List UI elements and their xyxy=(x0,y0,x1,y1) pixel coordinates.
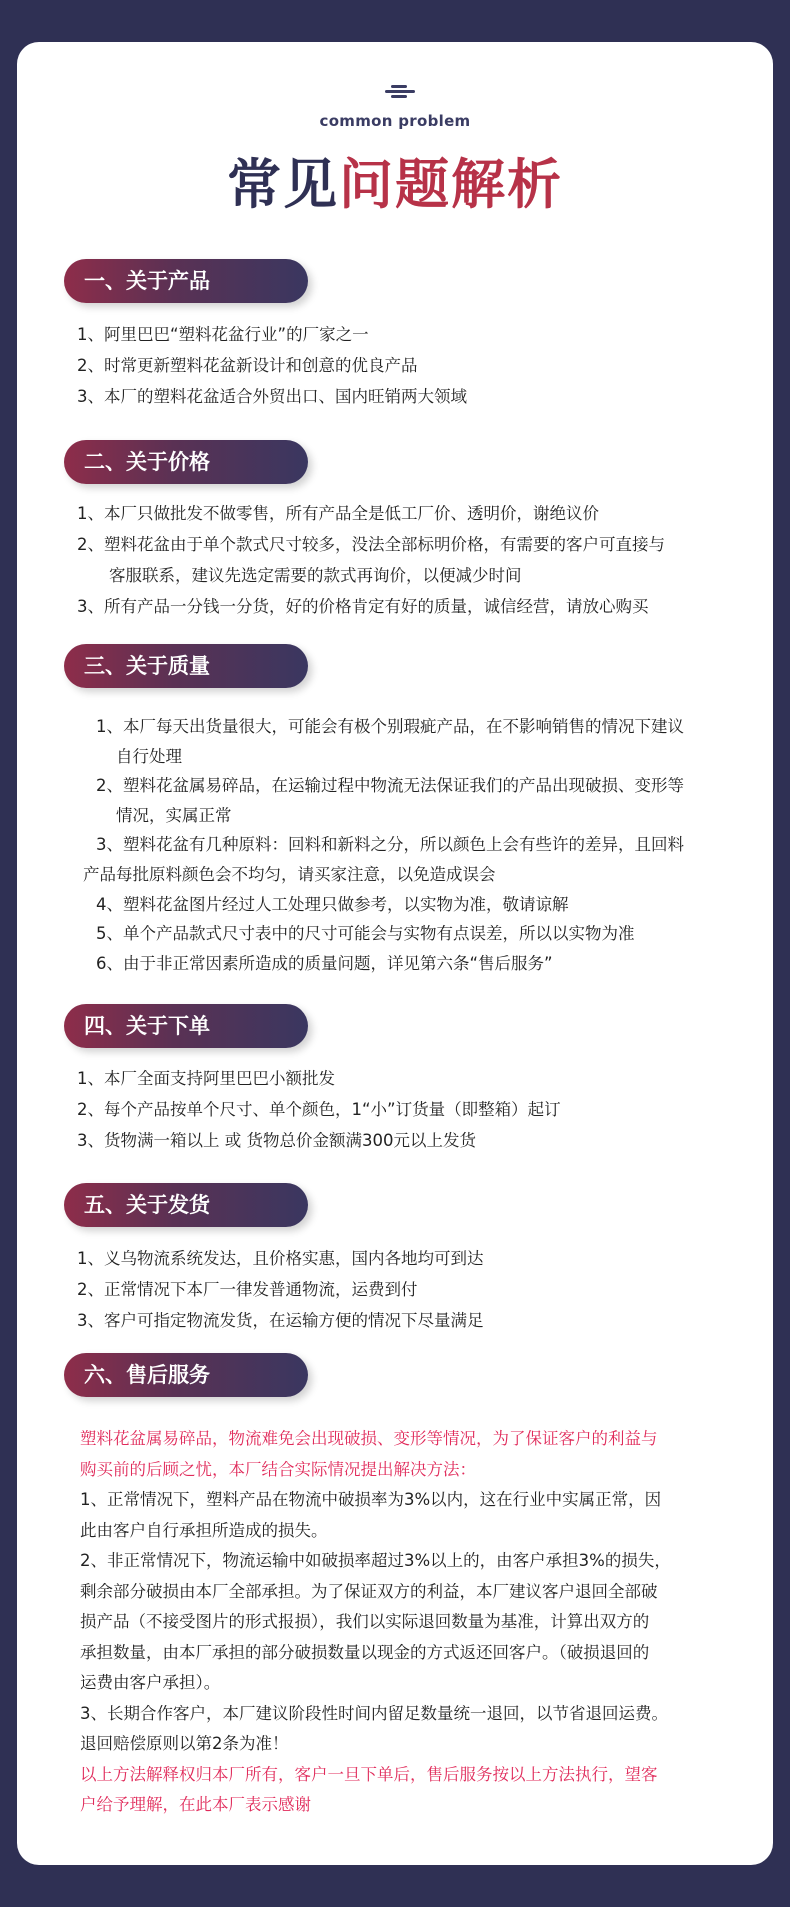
page-title xyxy=(17,142,773,219)
list-item: 2、塑料花盆由于单个款式尺寸较多，没法全部标明价格，有需要的客户可直接与 xyxy=(77,535,665,554)
section-body-order xyxy=(77,1063,749,1156)
list-item: 1、阿里巴巴“塑料花盆行业”的厂家之一 xyxy=(77,325,369,344)
section-title-product: 一、关于产品 xyxy=(64,259,308,303)
list-item: 3、塑料花盆有几种原料：回料和新料之分，所以颜色上会有些许的差异，且回料 xyxy=(96,835,684,855)
notice-text: 塑料花盆属易碎品，物流难免会出现破损、变形等情况，为了保证客户的利益与 xyxy=(80,1429,658,1448)
faq-card xyxy=(17,42,773,1865)
section-body-price xyxy=(77,498,749,622)
list-item-continuation: 客服联系，建议先选定需要的款式再询价，以便减少时间 xyxy=(109,566,522,585)
list-item: 1、本厂每天出货量很大，可能会有极个别瑕疵产品，在不影响销售的情况下建议 xyxy=(96,717,684,736)
list-item: 1、本厂只做批发不做零售，所有产品全是低工厂价、透明价，谢绝议价 xyxy=(77,504,599,523)
section-title-price: 二、关于价格 xyxy=(64,440,308,484)
list-item: 2、非正常情况下，物流运输中如破损率超过3%以上的，由客户承担3%的损失， xyxy=(80,1551,671,1570)
list-item: 1、本厂全面支持阿里巴巴小额批发 xyxy=(77,1069,335,1088)
list-item-continuation: 运费由客户承担）。 xyxy=(80,1673,221,1692)
section-title-order: 四、关于下单 xyxy=(64,1004,308,1048)
title-part-red: 问题解析 xyxy=(339,153,563,216)
list-item-continuation: 情况，实属正常 xyxy=(116,805,232,825)
list-item-continuation: 损产品（不接受图片的形式报损），我们以实际退回数量为基准，计算出双方的 xyxy=(80,1612,650,1631)
list-item: 3、货物满一箱以上 或 货物总价金额满300元以上发货 xyxy=(77,1131,476,1150)
list-item: 3、客户可指定物流发货，在运输方便的情况下尽量满足 xyxy=(77,1311,484,1330)
section-title-after-sales: 六、售后服务 xyxy=(64,1353,308,1397)
list-item: 1、义乌物流系统发达，且价格实惠，国内各地均可到达 xyxy=(77,1249,484,1268)
list-item-continuation: 自行处理 xyxy=(116,746,182,766)
list-item: 2、每个产品按单个尺寸、单个颜色，1“小”订货量（即整箱）起订 xyxy=(77,1100,561,1119)
list-item: 3、本厂的塑料花盆适合外贸出口、国内旺销两大领域 xyxy=(77,387,467,406)
list-item-continuation: 退回赔偿原则以第2条为准！ xyxy=(80,1734,289,1753)
section-body-shipping xyxy=(77,1243,749,1336)
title-part-dark: 常见 xyxy=(227,153,339,216)
list-item-continuation: 此由客户自行承担所造成的损失。 xyxy=(80,1520,328,1540)
notice-text: 购买前的后顾之忧，本厂结合实际情况提出解决方法： xyxy=(80,1459,476,1479)
list-item: 2、正常情况下本厂一律发普通物流，运费到付 xyxy=(77,1280,418,1299)
list-item: 2、塑料花盆属易碎品，在运输过程中物流无法保证我们的产品出现破损、变形等 xyxy=(96,776,684,796)
list-item: 4、塑料花盆图片经过人工处理只做参考，以实物为准，敬请谅解 xyxy=(96,894,569,914)
section-body-after-sales xyxy=(80,1424,752,1821)
list-item: 3、所有产品一分钱一分货，好的价格肯定有好的质量，诚信经营，请放心购买 xyxy=(77,597,649,616)
section-title-shipping: 五、关于发货 xyxy=(64,1183,308,1227)
menu-lines-icon xyxy=(385,85,415,99)
closing-notice: 以上方法解释权归本厂所有，客户一旦下单后，售后服务按以上方法执行，望客 xyxy=(80,1764,658,1784)
list-item: 5、单个产品款式尺寸表中的尺寸可能会与实物有点误差，所以以实物为准 xyxy=(96,924,635,944)
section-body-quality xyxy=(83,712,755,978)
closing-notice: 户给予理解，在此本厂表示感谢 xyxy=(80,1795,311,1814)
list-item: 6、由于非正常因素所造成的质量问题，详见第六条“售后服务” xyxy=(96,953,553,973)
list-item: 3、长期合作客户，本厂建议阶段性时间内留足数量统一退回，以节省退回运费。 xyxy=(80,1703,668,1723)
section-body-product xyxy=(77,319,749,412)
list-item-continuation: 剩余部分破损由本厂全部承担。为了保证双方的利益，本厂建议客户退回全部破 xyxy=(80,1581,658,1601)
section-title-quality: 三、关于质量 xyxy=(64,644,308,688)
list-item-continuation: 产品每批原料颜色会不均匀，请买家注意，以免造成误会 xyxy=(83,864,496,884)
list-item: 2、时常更新塑料花盆新设计和创意的优良产品 xyxy=(77,356,418,375)
page-subtitle: common problem xyxy=(319,112,471,130)
list-item-continuation: 承担数量，由本厂承担的部分破损数量以现金的方式返还回客户。（破损退回的 xyxy=(80,1642,650,1662)
list-item: 1、正常情况下，塑料产品在物流中破损率为3%以内，这在行业中实属正常，因 xyxy=(80,1490,662,1509)
